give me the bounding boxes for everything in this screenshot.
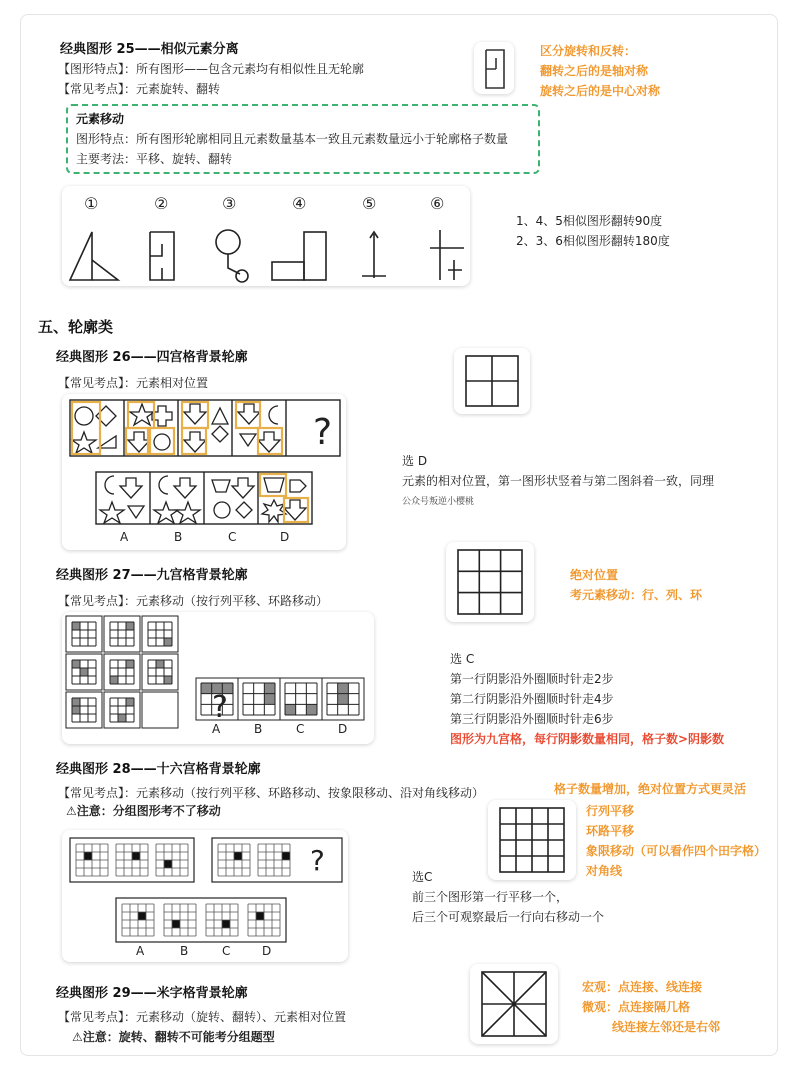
s27-explain-2: 第二行阴影沿外圈顺时针走4步 xyxy=(450,692,614,706)
s28-note-2: 环路平移 xyxy=(586,824,635,838)
mi-grid-icon xyxy=(470,964,558,1044)
mini-frame xyxy=(104,692,140,728)
s25-note-2: 翻转之后的是轴对称 xyxy=(540,64,649,78)
mini-grid xyxy=(72,622,96,646)
s27-option-a: A xyxy=(212,722,221,736)
s27-answer: 选 C xyxy=(450,652,475,666)
s25-answer-2: 2、3、6相似图形翻转180度 xyxy=(516,234,670,248)
circled-5: ⑤ xyxy=(362,194,377,213)
s26-option-b: B xyxy=(174,530,183,544)
s26-option-d: D xyxy=(280,530,290,544)
mini-grid xyxy=(148,622,172,646)
s28-puzzle-card xyxy=(62,830,348,962)
s27-explain-3: 第三行阴影沿外圈顺时针走6步 xyxy=(450,712,614,726)
s27-puzzle-card xyxy=(62,612,374,744)
mini-16grid xyxy=(116,844,148,876)
mini-16grid xyxy=(258,844,290,876)
s27-option-b: B xyxy=(254,722,263,736)
sixteen-grid-icon xyxy=(488,800,576,880)
s25-example-card xyxy=(474,42,514,94)
mini-grid xyxy=(148,660,172,684)
mini-frame xyxy=(104,654,140,690)
circled-3: ③ xyxy=(222,194,237,213)
s29-grid-card xyxy=(470,964,558,1044)
option-grid xyxy=(285,683,317,715)
s27-option-c: C xyxy=(296,722,305,736)
section-heading: 五、轮廓类 xyxy=(38,318,114,336)
s28-exam: 【常见考点】：元素移动（按行列平移、环路移动、按象限移动、沿对角线移动） xyxy=(58,786,485,800)
s27-highlight: 图形为九宫格，每行阴影数量相同，格子数>阴影数 xyxy=(450,732,725,746)
mini-grid xyxy=(72,660,96,684)
mini-16grid xyxy=(218,844,250,876)
mini-grid xyxy=(110,622,134,646)
s27-note-2: 考元素移动：行、列、环 xyxy=(570,588,703,602)
box-title: 元素移动 xyxy=(76,112,125,126)
s29-note-3: 线连接左邻还是右邻 xyxy=(612,1020,721,1034)
s28-question-mark: ? xyxy=(310,844,325,877)
s29-note-1: 宏观：点连接、线连接 xyxy=(582,980,703,994)
four-grid-icon xyxy=(454,348,530,414)
option-grid xyxy=(327,683,359,715)
mini-frame xyxy=(104,616,140,652)
s26-puzzle-card xyxy=(62,394,346,550)
option-grid xyxy=(243,683,275,715)
mini-16grid xyxy=(156,844,188,876)
mini-16grid xyxy=(76,844,108,876)
s28-option-d: D xyxy=(262,944,272,958)
s27-option-d: D xyxy=(338,722,348,736)
mini-grid xyxy=(110,660,134,684)
s27-explain-1: 第一行阴影沿外圈顺时针走2步 xyxy=(450,672,614,686)
mini-grid xyxy=(72,698,96,722)
mini-grid xyxy=(110,698,134,722)
s28-grid-card xyxy=(488,800,576,880)
circled-2: ② xyxy=(154,194,169,213)
s26-exam: 【常见考点】：元素相对位置 xyxy=(58,376,209,390)
s26-answer: 选 D xyxy=(402,454,428,468)
nine-grid-icon xyxy=(446,542,534,622)
question-frame xyxy=(142,692,178,728)
s28-explain-2: 后三个可观察最后一行向右移动一个 xyxy=(412,910,605,924)
s27-title: 经典图形 27——九宫格背景轮廓 xyxy=(56,568,248,583)
circled-1: ① xyxy=(84,194,99,213)
s25-figures xyxy=(62,222,470,284)
s25-note-3: 旋转之后的是中心对称 xyxy=(540,84,661,98)
s25-figures-card xyxy=(62,186,470,286)
option-16grid xyxy=(122,904,154,936)
s26-title: 经典图形 26——四宫格背景轮廓 xyxy=(56,350,248,365)
s27-question-mark: ? xyxy=(212,690,228,725)
s25-title: 经典图形 25——相似元素分离 xyxy=(60,42,239,57)
mini-frame xyxy=(142,654,178,690)
circled-4: ④ xyxy=(292,194,307,213)
s26-watermark: 公众号叛逆小樱桃 xyxy=(402,497,475,507)
s27-note-1: 绝对位置 xyxy=(570,568,619,582)
s26-option-c: C xyxy=(228,530,237,544)
box-feature: 图形特点：所有图形轮廓相同且元素数量基本一致且元素数量远小于轮廓格子数量 xyxy=(76,132,509,146)
s28-option-b: B xyxy=(180,944,189,958)
box-method: 主要考法：平移、旋转、翻转 xyxy=(76,152,233,166)
s28-note-4: 对角线 xyxy=(586,864,623,878)
s26-grid-card xyxy=(454,348,530,414)
s26-explain: 元素的相对位置，第一图形状竖着与第二图斜着一致，同理 xyxy=(402,474,715,488)
s28-note-1: 行列平移 xyxy=(586,804,635,818)
s27-exam: 【常见考点】：元素移动（按行列平移、环路移动） xyxy=(58,594,329,608)
s29-warning: ⚠注意：旋转、翻转不可能考分组题型 xyxy=(72,1030,275,1044)
s28-note-3: 象限移动（可以看作四个田字格） xyxy=(586,844,767,858)
mini-frame xyxy=(66,616,102,652)
s26-puzzle xyxy=(62,394,346,550)
circled-6: ⑥ xyxy=(430,194,445,213)
s27-grid-card xyxy=(446,542,534,622)
s26-question-mark: ? xyxy=(313,412,333,453)
option-16grid xyxy=(248,904,280,936)
s28-answer: 选C xyxy=(412,870,433,884)
s28-explain-1: 前三个图形第一行平移一个， xyxy=(412,890,569,904)
s28-note-top: 格子数量增加，绝对位置方式更灵活 xyxy=(554,782,747,796)
s28-puzzle xyxy=(62,830,348,962)
option-16grid xyxy=(206,904,238,936)
s26-option-a: A xyxy=(120,530,129,544)
s25-feature: 【图形特点】：所有图形——包含元素均有相似性且无轮廓 xyxy=(58,62,365,76)
s29-note-2: 微观：点连接隔几格 xyxy=(582,1000,691,1014)
s25-answer-1: 1、4、5相似图形翻转90度 xyxy=(516,214,663,228)
s25-example-figure xyxy=(474,42,514,94)
s29-exam: 【常见考点】：元素移动（旋转、翻转）、元素相对位置 xyxy=(58,1010,347,1024)
s28-title: 经典图形 28——十六宫格背景轮廓 xyxy=(56,762,261,777)
s28-warning: ⚠注意：分组图形考不了移动 xyxy=(66,804,221,818)
s25-exam: 【常见考点】：元素旋转、翻转 xyxy=(58,82,221,96)
s25-note-1: 区分旋转和反转： xyxy=(540,44,637,58)
mini-frame xyxy=(66,692,102,728)
s29-title: 经典图形 29——米字格背景轮廓 xyxy=(56,986,248,1001)
s28-option-c: C xyxy=(222,944,231,958)
option-16grid xyxy=(164,904,196,936)
s28-option-a: A xyxy=(136,944,145,958)
mini-frame xyxy=(142,616,178,652)
